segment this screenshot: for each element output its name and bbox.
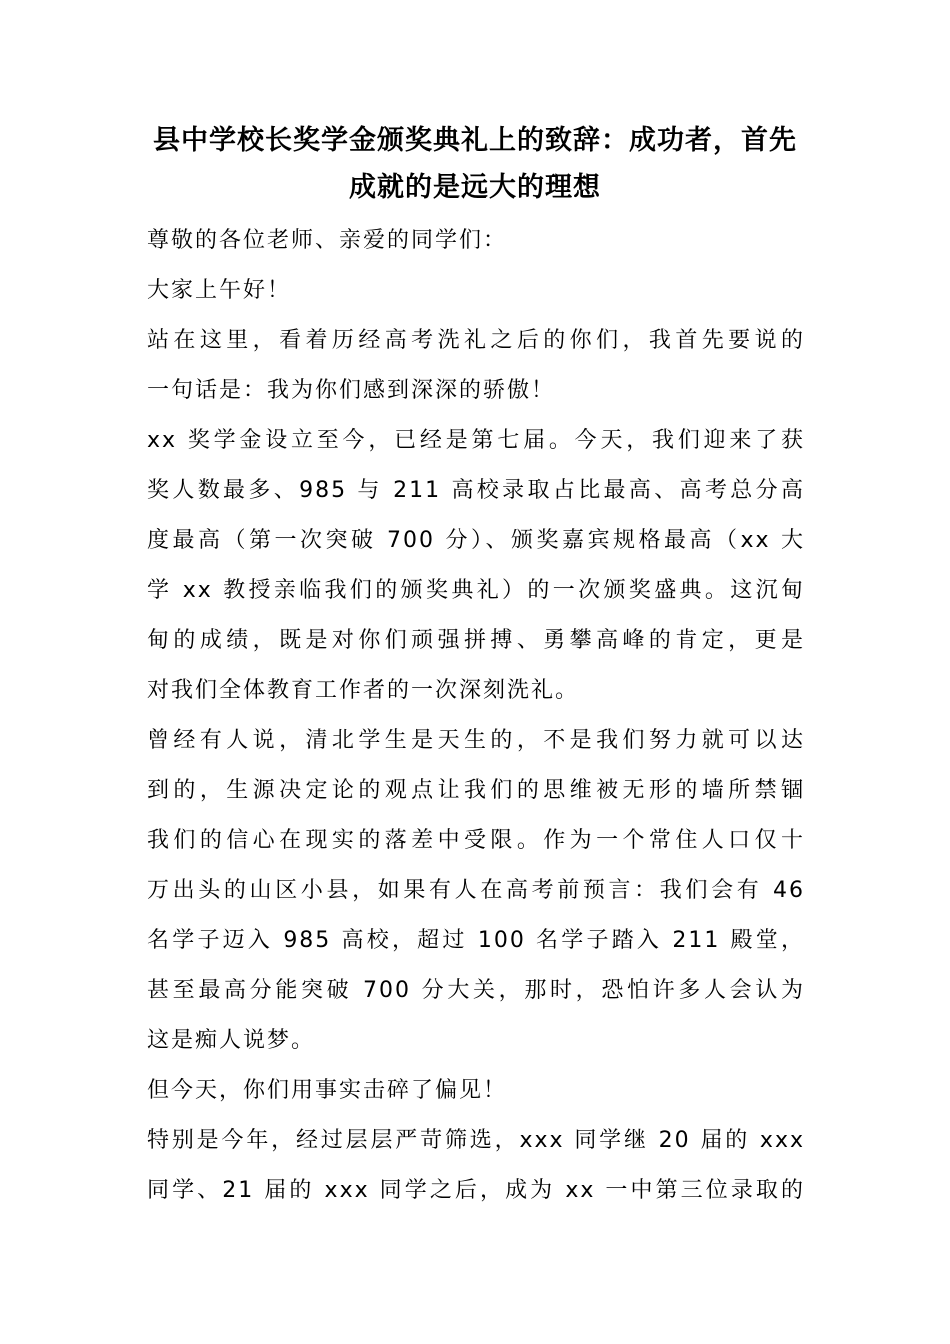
paragraph-line: 万出头的山区小县，如果有人在高考前预言：我们会有 46	[147, 878, 805, 903]
paragraph-line: 对我们全体教育工作者的一次深刻洗礼。	[147, 678, 580, 703]
paragraph-line: 学 xx 教授亲临我们的颁奖典礼）的一次颁奖盛典。这沉甸	[147, 578, 805, 603]
paragraph-line: 奖人数最多、985 与 211 高校录取占比最高、高考总分高	[147, 478, 805, 503]
paragraph-line: 这是痴人说梦。	[147, 1028, 316, 1053]
paragraph-line: 同学、21 届的 xxx 同学之后，成为 xx 一中第三位录取的	[147, 1178, 805, 1203]
paragraph-line: 特别是今年，经过层层严苛筛选，xxx 同学继 20 届的 xxx	[147, 1128, 805, 1153]
paragraph-line: 但今天，你们用事实击碎了偏见！	[147, 1078, 508, 1103]
document-title-line-2: 成就的是远大的理想	[349, 172, 601, 203]
paragraph-line: 我们的信心在现实的落差中受限。作为一个常住人口仅十	[147, 828, 805, 853]
paragraph-line: 甸的成绩，既是对你们顽强拼搏、勇攀高峰的肯定，更是	[147, 628, 805, 653]
paragraph-line: 曾经有人说，清北学生是天生的，不是我们努力就可以达	[147, 728, 805, 753]
paragraph-line: 站在这里，看着历经高考洗礼之后的你们，我首先要说的	[147, 328, 805, 353]
document-title-line-1: 县中学校长奖学金颁奖典礼上的致辞：成功者，首先	[153, 125, 797, 156]
paragraph-line: 名学子迈入 985 高校，超过 100 名学子踏入 211 殿堂，	[147, 928, 805, 953]
greeting: 大家上午好！	[147, 278, 292, 303]
paragraph-line: 一句话是：我为你们感到深深的骄傲！	[147, 378, 556, 403]
paragraph-line: 甚至最高分能突破 700 分大关，那时，恐怕许多人会认为	[147, 978, 805, 1003]
paragraph-line: 度最高（第一次突破 700 分）、颁奖嘉宾规格最高（xx 大	[147, 528, 805, 553]
paragraph-line: xx 奖学金设立至今，已经是第七届。今天，我们迎来了获	[147, 428, 805, 453]
salutation: 尊敬的各位老师、亲爱的同学们：	[147, 228, 508, 253]
paragraph-line: 到的，生源决定论的观点让我们的思维被无形的墙所禁锢	[147, 778, 805, 803]
